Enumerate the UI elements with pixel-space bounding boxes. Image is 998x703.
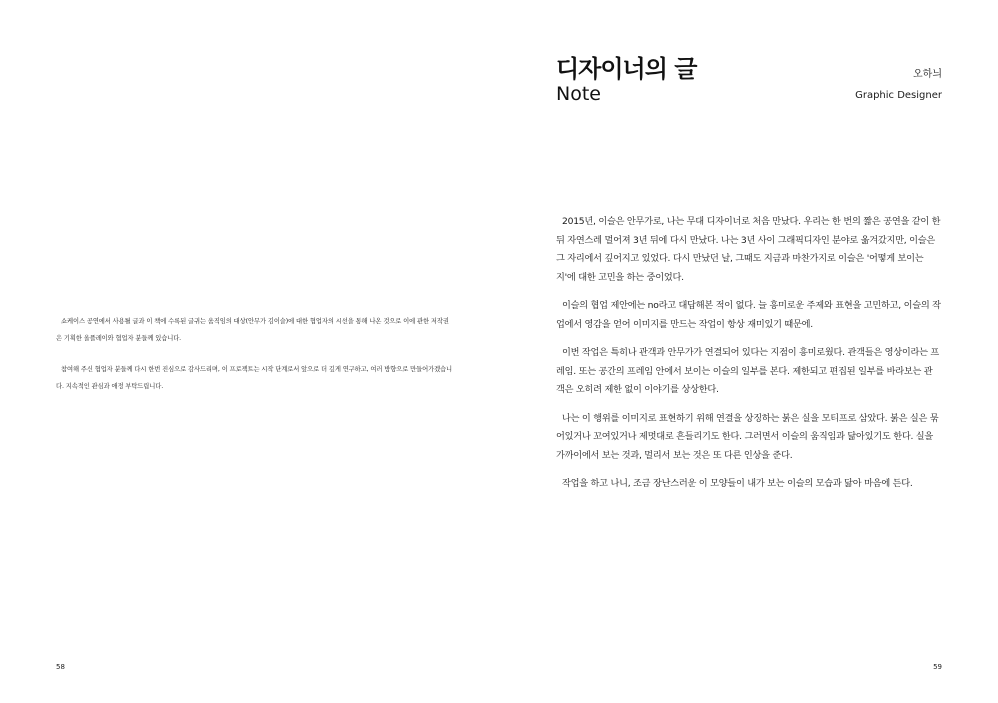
essay-paragraph: 이번 작업은 특히나 관객과 안무가가 연결되어 있다는 지점이 흥미로웠다. 관객들은 영상이라는 프레임. 또는 공간의 프레임 안에서 보이는 이슬의 일부를 본다. 제한되고 편집된 일부를 바라보는 관객은 오히려 제한 없이 이야기를 상상한다. (556, 347, 940, 395)
note-paragraph: 쇼케이스 공연에서 사용될 글과 이 책에 수록된 글귀는 움직임의 대상(안무가 김이슬)에 대한 협업자의 시선을 통해 나온 것으로 이에 관한 저작권은 기획한 올플레이와 협업자 분들께 있습니다. (56, 318, 449, 342)
essay-body (556, 213, 941, 504)
author-name: 오하늬 (913, 69, 942, 80)
essay-paragraph: 이슬의 협업 제안에는 no라고 대답해본 적이 없다. 늘 흥미로운 주제와 표현을 고민하고, 이슬의 작업에서 영감을 얻어 이미지를 만드는 작업이 항상 재미있기 때문에. (556, 300, 941, 330)
essay-paragraph: 나는 이 행위를 이미지로 표현하기 위해 연결을 상징하는 붉은 실을 모티프로 삼았다. 붉은 실은 묶어있거나 꼬여있거나 제멋대로 흔들리기도 한다. 그러면서 이슬의 움직임과 닮아있기도 한다. 실을 가까이에서 보는 것과, 멀리서 보는 것은 또 다른 인상을 준다. (556, 412, 939, 461)
copyright-note (56, 313, 454, 409)
page-title: 디자이너의 글 (556, 55, 697, 83)
note-paragraph: 참여해 주신 협업자 분들께 다시 한번 진심으로 감사드리며, 이 프로젝트는 시작 단계로서 앞으로 더 깊게 연구하고, 여러 방향으로 만들어가겠습니다. 지속적인 관심과 애정 부탁드립니다. (56, 366, 453, 390)
right-page (499, 0, 998, 703)
essay-paragraph: 2015년, 이슬은 안무가로, 나는 무대 디자이너로 처음 만났다. 우리는 한 번의 짧은 공연을 같이 한 뒤 자연스레 멀어져 3년 뒤에 다시 만났다. 나는 3년 사이 그래픽디자인 분야로 옮겨갔지만, 이슬은 그 자리에서 깊어지고 있었다. 다시 만났던 날, 그때도 지금과 마찬가지로 이슬은 '어떻게 보이는지'에 대한 고민을 하는 중이었다. (556, 216, 941, 283)
page-number: 58 (56, 663, 65, 671)
author-role: Graphic Designer (855, 90, 942, 101)
page-subtitle: Note (556, 83, 601, 105)
essay-paragraph: 작업을 하고 나니, 조금 장난스러운 이 모양들이 내가 보는 이슬의 모습과 닮아 마음에 든다. (562, 478, 913, 489)
page-number: 59 (933, 663, 942, 671)
